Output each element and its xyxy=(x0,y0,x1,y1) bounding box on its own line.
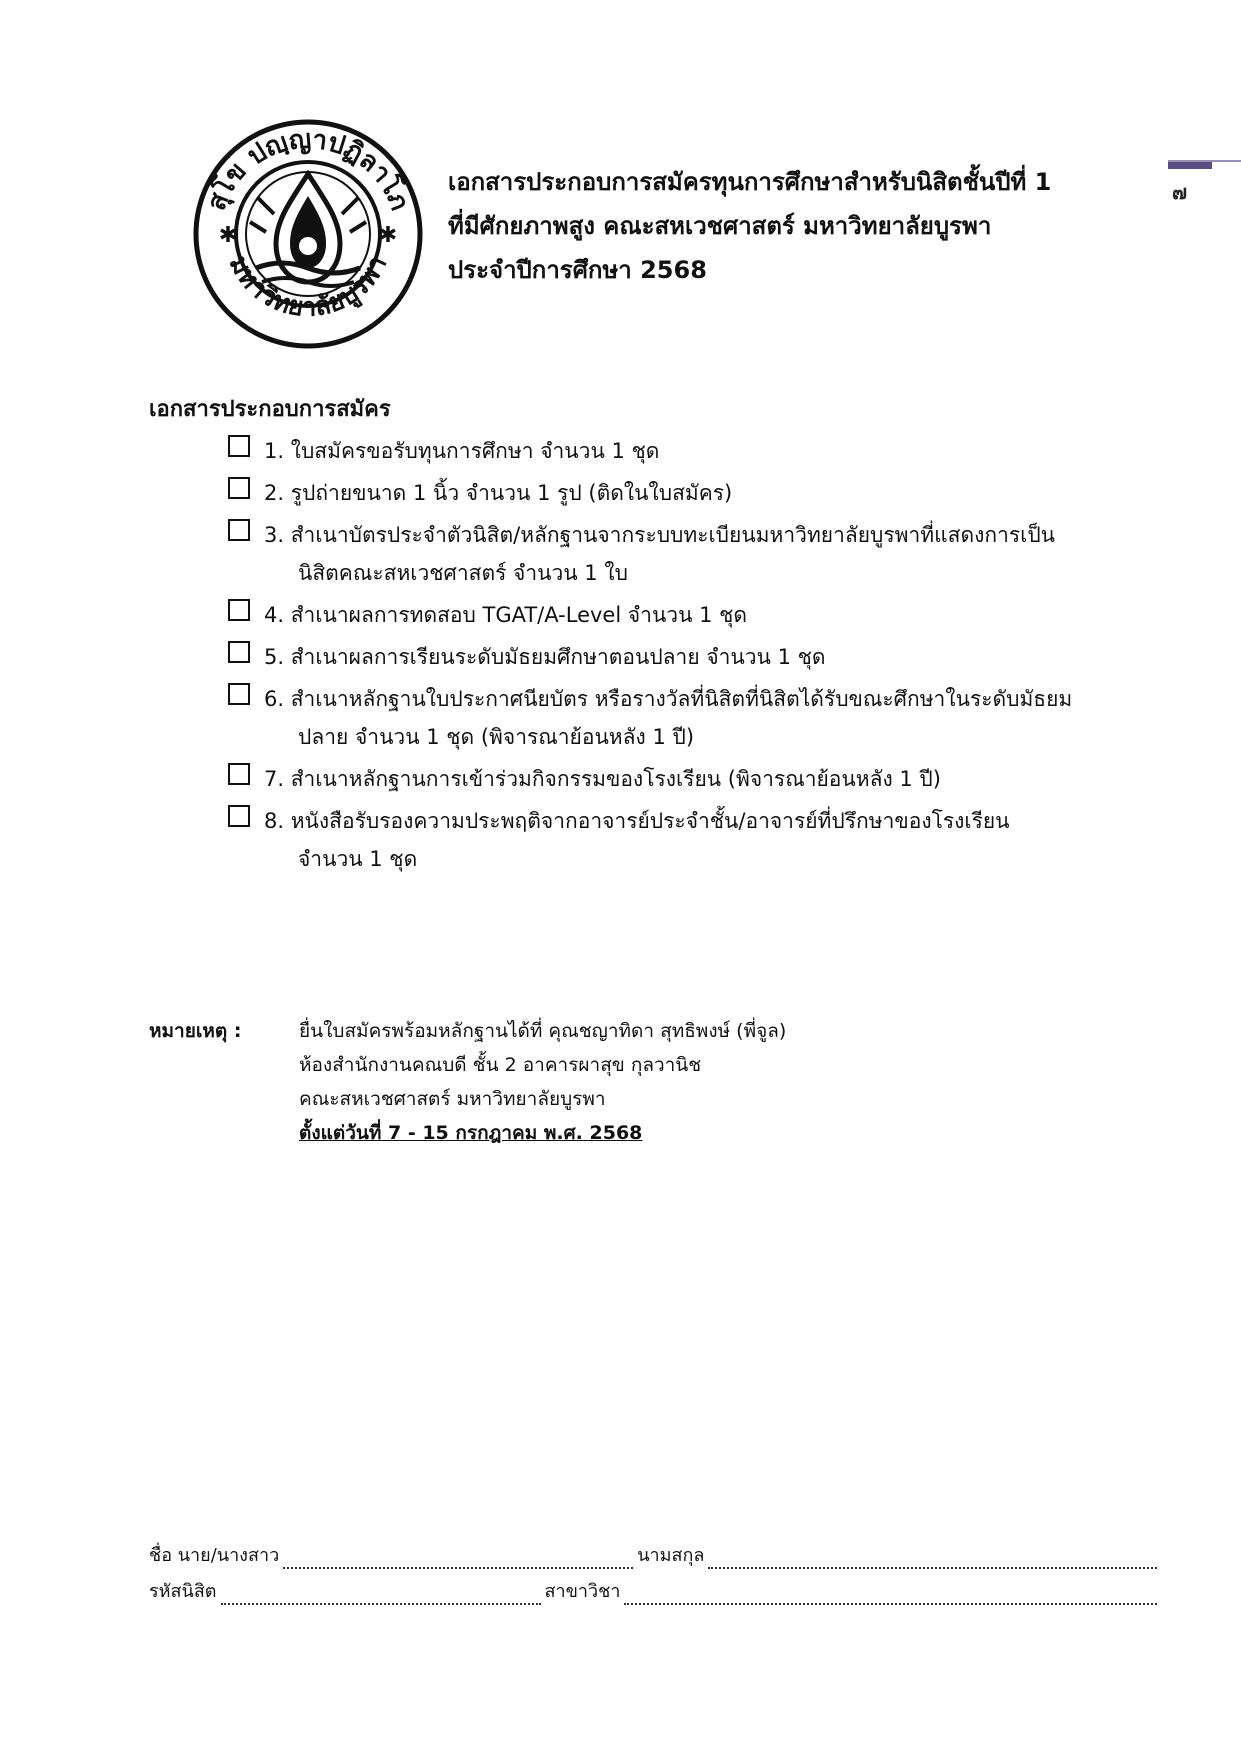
name-field[interactable] xyxy=(283,1567,633,1569)
checklist-item-text: 4. สำเนาผลการทดสอบ TGAT/A-Level จำนวน 1 ชุด xyxy=(264,603,748,627)
checklist-item xyxy=(228,516,1188,592)
checkbox-icon[interactable] xyxy=(228,519,250,541)
checklist-item-continuation: นิสิตคณะสหเวชศาสตร์ จำนวน 1 ใบ xyxy=(298,561,628,585)
corner-accent-bar xyxy=(1168,162,1212,169)
page-number: ๗ xyxy=(1172,180,1188,204)
checklist-item-text: 1. ใบสมัครขอรับทุนการศึกษา จำนวน 1 ชุด xyxy=(264,439,660,463)
name-row xyxy=(149,1538,1161,1574)
checklist-item-continuation: จำนวน 1 ชุด xyxy=(298,847,418,871)
checklist-item xyxy=(228,474,1188,512)
checklist-item-continuation: ปลาย จำนวน 1 ชุด (พิจารณาย้อนหลัง 1 ปี) xyxy=(298,725,695,749)
student-id-field[interactable] xyxy=(221,1603,541,1605)
checklist-item xyxy=(228,432,1188,470)
checkbox-icon[interactable] xyxy=(228,805,250,827)
checklist-item xyxy=(228,760,1188,798)
document-checklist xyxy=(228,432,1188,882)
note-line: ยื่นใบสมัครพร้อมหลักฐานได้ที่ คุณชญาทิดา สุทธิพงษ์ (พี่จูล) xyxy=(299,1020,787,1042)
checklist-item xyxy=(228,802,1188,878)
title-line-3: ประจำปีการศึกษา 2568 xyxy=(448,256,707,284)
major-field[interactable] xyxy=(624,1603,1157,1605)
checkbox-icon[interactable] xyxy=(228,477,250,499)
surname-label: นามสกุล xyxy=(637,1545,705,1566)
note-line: คณะสหเวชศาสตร์ มหาวิทยาลัยบูรพา xyxy=(299,1088,606,1110)
checkbox-icon[interactable] xyxy=(228,683,250,705)
checkbox-icon[interactable] xyxy=(228,435,250,457)
checklist-item-text: 7. สำเนาหลักฐานการเข้าร่วมกิจกรรมของโรงเรียน (พิจารณาย้อนหลัง 1 ปี) xyxy=(264,767,941,791)
student-id-label: รหัสนิสิต xyxy=(149,1581,217,1602)
major-label: สาขาวิชา xyxy=(544,1581,621,1602)
checklist-item xyxy=(228,596,1188,634)
title-line-1: เอกสารประกอบการสมัครทุนการศึกษาสำหรับนิสิตชั้นปีที่ 1 xyxy=(448,168,1052,196)
checklist-item-text: 8. หนังสือรับรองความประพฤติจากอาจารย์ประจำชั้น/อาจารย์ที่ปรึกษาของโรงเรียน xyxy=(264,809,1010,833)
name-label: ชื่อ นาย/นางสาว xyxy=(149,1545,280,1566)
checkbox-icon[interactable] xyxy=(228,599,250,621)
note-line: ห้องสำนักงานคณบดี ชั้น 2 อาคารผาสุข กุลวานิช xyxy=(299,1054,702,1076)
applicant-info-fields xyxy=(149,1538,1161,1610)
note-dates: ตั้งแต่วันที่ 7 - 15 กรกฎาคม พ.ศ. 2568 xyxy=(299,1122,643,1144)
student-info-row xyxy=(149,1574,1161,1610)
seal-university-text: มหาวิทยาลัยบูรพา xyxy=(222,251,394,323)
note-lines xyxy=(299,1014,786,1150)
svg-text:✱: ✱ xyxy=(218,223,238,248)
note-label: หมายเหตุ : xyxy=(149,1020,242,1042)
checklist-item-text: 5. สำเนาผลการเรียนระดับมัธยมศึกษาตอนปลาย จำนวน 1 ชุด xyxy=(264,645,826,669)
surname-field[interactable] xyxy=(708,1567,1157,1569)
section-heading: เอกสารประกอบการสมัคร xyxy=(149,397,391,422)
checklist-item xyxy=(228,680,1188,756)
checklist-item xyxy=(228,638,1188,676)
checkbox-icon[interactable] xyxy=(228,641,250,663)
title-line-2: ที่มีศักยภาพสูง คณะสหเวชศาสตร์ มหาวิทยาลัยบูรพา xyxy=(448,212,992,240)
university-seal-icon xyxy=(192,118,424,350)
checklist-item-text: 6. สำเนาหลักฐานใบประกาศนียบัตร หรือรางวัลที่นิสิตที่นิสิตได้รับขณะศึกษาในระดับมัธยม xyxy=(264,687,1073,711)
document-title xyxy=(448,160,1148,292)
svg-text:✱: ✱ xyxy=(378,223,398,248)
checklist-item-text: 2. รูปถ่ายขนาด 1 นิ้ว จำนวน 1 รูป (ติดในใบสมัคร) xyxy=(264,481,733,505)
seal-motto-text: สุโข ปญฺญาปฏิลาโภ xyxy=(201,124,415,215)
checkbox-icon[interactable] xyxy=(228,763,250,785)
checklist-item-text: 3. สำเนาบัตรประจำตัวนิสิต/หลักฐานจากระบบทะเบียนมหาวิทยาลัยบูรพาที่แสดงการเป็น xyxy=(264,523,1056,547)
